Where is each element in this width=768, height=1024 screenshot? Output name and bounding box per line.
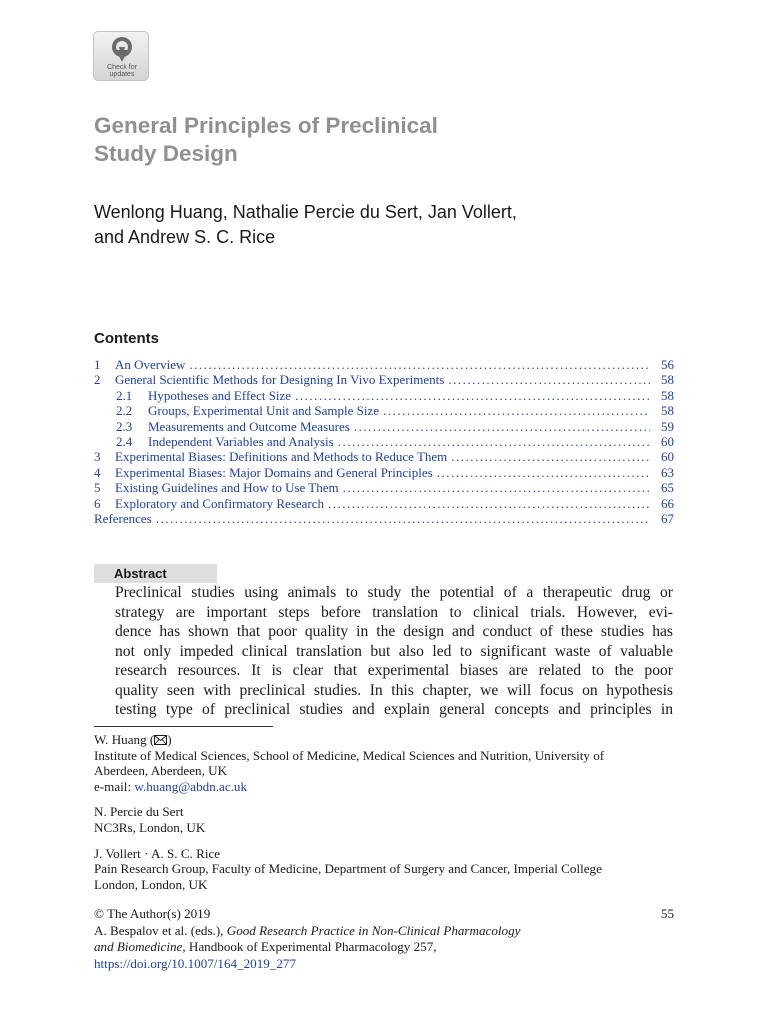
toc-entry-page[interactable]: 67 <box>661 510 674 526</box>
authors-line-1: Wenlong Huang, Nathalie Percie du Sert, Jan Vollert, <box>94 202 517 222</box>
huang-name: W. Huang ( <box>94 732 155 747</box>
abstract-line: research resources. It is clear that experimental biases are related to the poor <box>115 662 673 679</box>
toc-entry-number: 2.4 <box>116 433 133 449</box>
toc-entry-number: 5 <box>94 480 101 496</box>
title-line-1: General Principles of Preclinical <box>94 113 438 138</box>
toc-entry-number: 2.2 <box>116 403 133 419</box>
toc-entry-page[interactable]: 59 <box>661 418 674 434</box>
table-of-contents <box>94 357 674 526</box>
toc-leader-dots <box>448 372 650 387</box>
toc-leader-dots <box>437 465 650 480</box>
toc-entry-page[interactable]: 66 <box>661 495 674 511</box>
author-affiliations <box>94 732 684 892</box>
contents-heading: Contents <box>94 330 159 347</box>
title-line-2: Study Design <box>94 141 238 166</box>
toc-entry-title[interactable]: An Overview <box>115 357 186 372</box>
toc-entry[interactable] <box>94 372 674 387</box>
toc-entry-title[interactable]: Experimental Biases: Major Domains and General Principles <box>115 464 433 480</box>
toc-leader-dots <box>451 449 650 464</box>
vollert-rice-affiliation-2: London, London, UK <box>94 876 208 892</box>
toc-entry-title[interactable]: References <box>94 510 152 526</box>
envelope-icon[interactable] <box>154 735 167 745</box>
toc-entry-page[interactable]: 63 <box>661 464 674 480</box>
toc-leader-dots <box>383 403 650 418</box>
toc-leader-dots <box>295 388 650 403</box>
badge-line1: Check for <box>107 64 137 71</box>
toc-entry[interactable] <box>94 388 674 403</box>
huang-name-line <box>94 732 684 748</box>
toc-leader-dots <box>328 496 650 511</box>
email-label: e-mail: <box>94 778 135 794</box>
check-for-updates-badge[interactable] <box>93 31 149 81</box>
percie-name: N. Percie du Sert <box>94 804 184 820</box>
authors <box>94 200 694 250</box>
email-line <box>94 779 684 795</box>
toc-entry[interactable] <box>94 480 674 495</box>
huang-affiliation-2: Aberdeen, Aberdeen, UK <box>94 763 228 779</box>
huang-name-close: ) <box>167 732 172 747</box>
toc-entry[interactable] <box>94 511 674 526</box>
toc-entry-number: 6 <box>94 495 101 511</box>
copyright: © The Author(s) 2019 <box>94 906 211 921</box>
toc-entry-title[interactable]: Hypotheses and Effect Size <box>148 387 292 403</box>
huang-affiliation-1: Institute of Medical Sciences, School of Medicine, Medical Sciences and Nutrition, University of <box>94 747 605 763</box>
abstract-line: strategy are important steps before translation to clinical trials. However, evi- <box>115 603 673 621</box>
toc-leader-dots <box>338 434 650 449</box>
citation-suffix: , Handbook of Experimental Pharmacology 257, <box>182 939 437 954</box>
toc-entry-number: 3 <box>94 449 101 465</box>
toc-leader-dots <box>354 419 650 434</box>
toc-entry-number: 2.3 <box>116 418 133 434</box>
check-for-updates-icon <box>110 36 134 63</box>
toc-entry-page[interactable]: 58 <box>661 403 674 419</box>
vollert-rice-affiliation-1: Pain Research Group, Faculty of Medicine, Department of Surgery and Cancer, Imperial College <box>94 861 602 877</box>
citation-line-2 <box>94 939 674 956</box>
toc-entry-number: 1 <box>94 357 101 372</box>
citation-footer <box>94 906 674 972</box>
toc-entry-title[interactable]: Exploratory and Confirmatory Research <box>115 495 325 511</box>
vollert-rice-name: J. Vollert · A. S. C. Rice <box>94 845 221 861</box>
citation-line-1 <box>94 923 674 940</box>
toc-entry-title[interactable]: Measurements and Outcome Measures <box>148 418 350 434</box>
toc-entry[interactable] <box>94 357 674 372</box>
toc-entry[interactable] <box>94 496 674 511</box>
toc-entry-page[interactable]: 60 <box>661 449 674 465</box>
abstract-label: Abstract <box>114 566 167 581</box>
toc-entry[interactable] <box>94 419 674 434</box>
toc-entry-page[interactable]: 58 <box>661 387 674 403</box>
abstract-line: testing type of preclinical studies and explain general concepts and principles in <box>115 701 673 718</box>
toc-entry[interactable] <box>94 434 674 449</box>
citation-book: Good Research Practice in Non-Clinical Pharmacology <box>226 922 521 938</box>
abstract-line: Preclinical studies using animals to study the potential of a therapeutic drug or <box>115 584 673 601</box>
doi-link[interactable]: https://doi.org/10.1007/164_2019_277 <box>94 955 296 971</box>
toc-entry-page[interactable]: 56 <box>661 357 674 372</box>
page-number: 55 <box>660 906 674 921</box>
toc-entry-number: 2 <box>94 372 101 388</box>
badge-line2: updates <box>109 71 135 78</box>
toc-entry-title[interactable]: Experimental Biases: Definitions and Methods to Reduce Them <box>115 449 448 465</box>
footnote-divider <box>94 726 273 727</box>
toc-leader-dots <box>343 480 650 495</box>
toc-entry-title[interactable]: Independent Variables and Analysis <box>148 433 334 449</box>
toc-entry-page[interactable]: 60 <box>661 433 674 449</box>
toc-entry[interactable] <box>94 449 674 464</box>
email-link[interactable]: w.huang@abdn.ac.uk <box>134 778 248 794</box>
toc-entry-title[interactable]: General Scientific Methods for Designing In Vivo Experiments <box>115 372 445 388</box>
toc-entry-page[interactable]: 65 <box>661 480 674 496</box>
abstract-line: dence has shown that poor quality in the design and conduct of these studies has <box>115 623 673 640</box>
citation-book-2: and Biomedicine <box>94 939 183 954</box>
abstract-text <box>115 583 673 720</box>
abstract-line: not only impeded clinical translation but also led to significant waste of valuable <box>115 642 673 660</box>
authors-line-2: and Andrew S. C. Rice <box>94 227 276 247</box>
toc-leader-dots <box>189 357 650 372</box>
abstract-line: quality seen with preclinical studies. In this chapter, we will focus on hypothesis <box>115 681 673 699</box>
percie-affiliation: NC3Rs, London, UK <box>94 819 206 835</box>
toc-leader-dots <box>156 511 650 526</box>
citation-prefix: A. Bespalov et al. (eds.), <box>94 922 227 938</box>
toc-entry-number: 4 <box>94 464 101 480</box>
toc-entry-number: 2.1 <box>116 387 133 403</box>
toc-entry-page[interactable]: 58 <box>661 372 674 388</box>
toc-entry-title[interactable]: Groups, Experimental Unit and Sample Size <box>148 403 380 419</box>
toc-entry-title[interactable]: Existing Guidelines and How to Use Them <box>115 480 339 496</box>
chapter-title <box>94 112 654 168</box>
toc-entry[interactable] <box>94 465 674 480</box>
toc-entry[interactable] <box>94 403 674 418</box>
